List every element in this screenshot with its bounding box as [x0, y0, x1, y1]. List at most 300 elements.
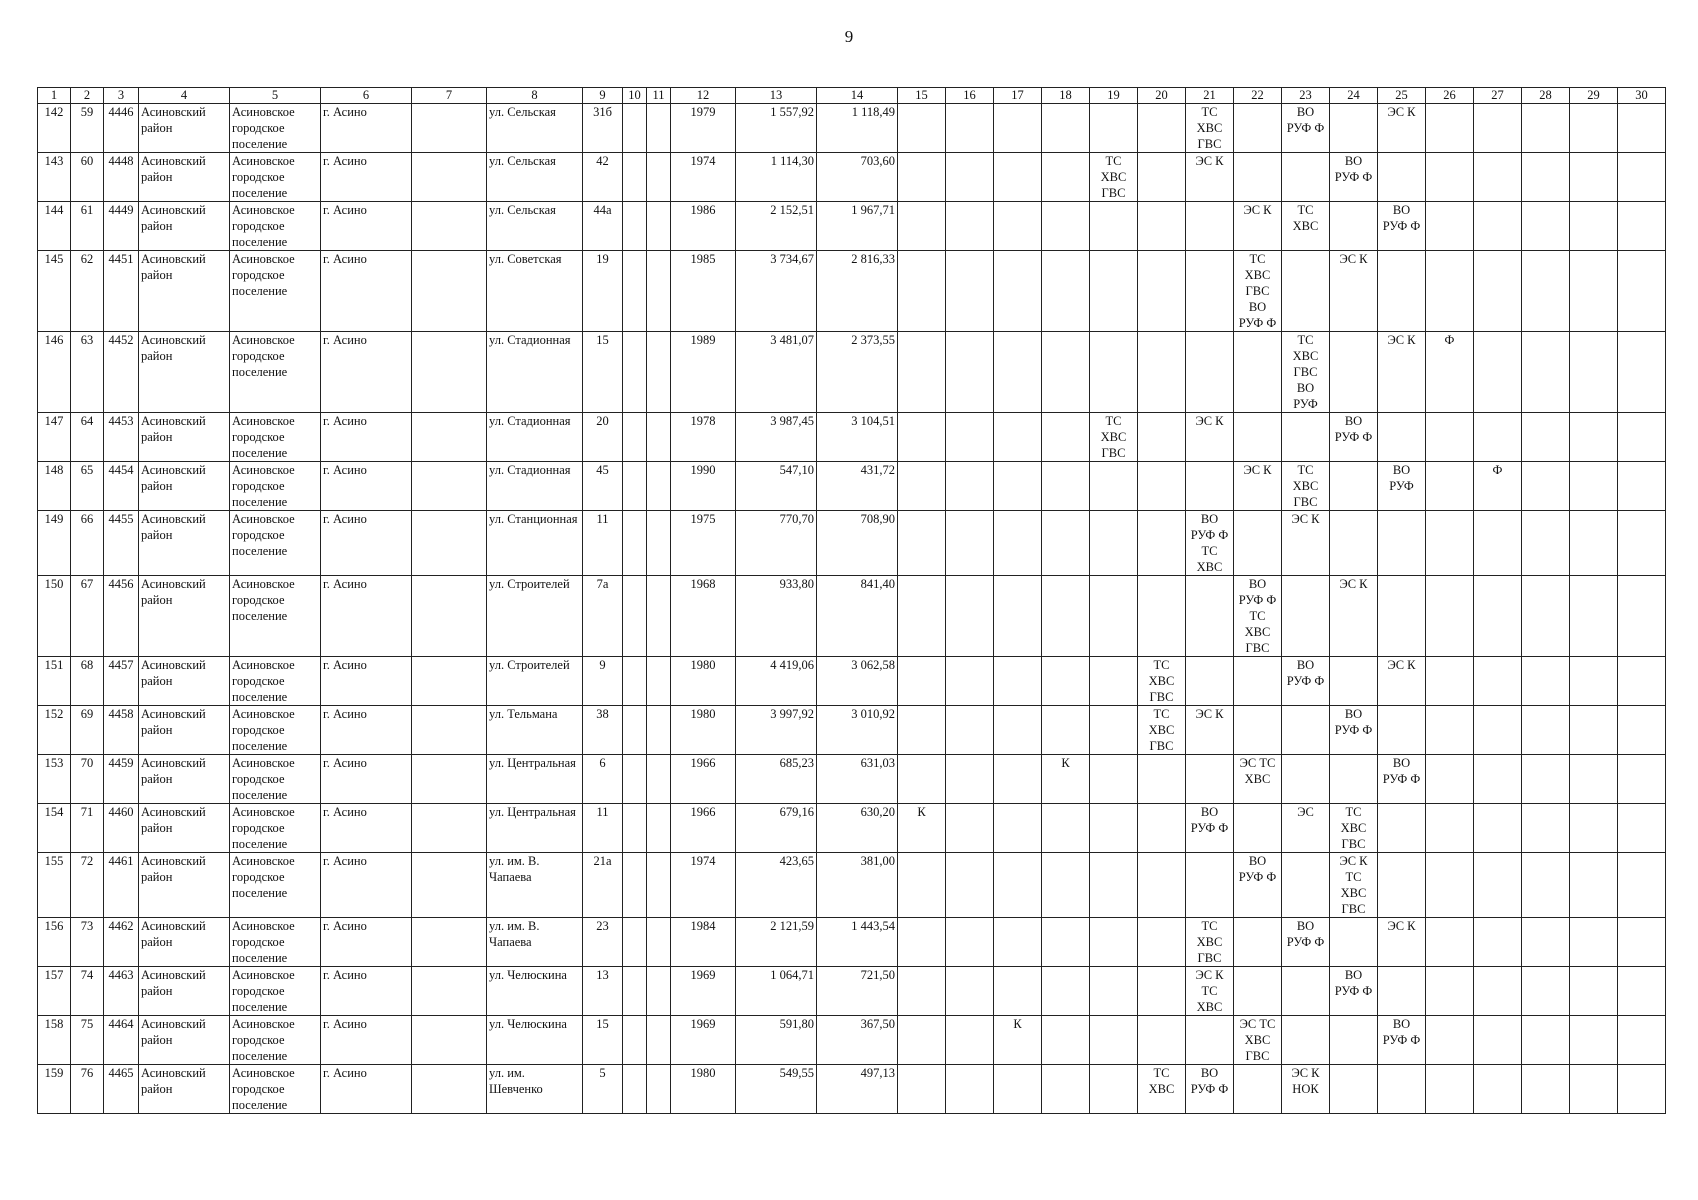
- cell-work-code-col-25: [1378, 462, 1426, 511]
- table-row: [38, 657, 1666, 706]
- cell-empty: [623, 576, 647, 657]
- cell-work-code-col-19: [1090, 657, 1138, 706]
- cell-line: Чапаева: [489, 870, 532, 884]
- cell-house-number: 42: [583, 153, 623, 202]
- header-row: [38, 88, 1666, 104]
- cell-line: ул. им. В.: [489, 919, 540, 933]
- cell-line: Асиновский: [141, 252, 206, 266]
- cell-district-number: 60: [71, 153, 104, 202]
- cell-line: РУФ Ф: [1238, 593, 1277, 607]
- cell-work-code-col-15: [898, 511, 946, 576]
- cell-line: ЭС К: [1195, 707, 1224, 721]
- cell-total-area: 1 064,71: [736, 967, 817, 1016]
- cell-work-code-col-20: [1138, 462, 1186, 511]
- cell-year: 1986: [671, 202, 736, 251]
- cell-line: район: [141, 219, 173, 233]
- cell-line: ул. им. В.: [489, 854, 540, 868]
- cell-work-code-col-15: [898, 1065, 946, 1114]
- cell-work-code-col-21: [1186, 755, 1234, 804]
- cell-line: ул. Строителей: [489, 577, 570, 591]
- cell-work-code-col-18: [1042, 1016, 1090, 1065]
- cell-settlement: [230, 332, 321, 413]
- cell-year: 1990: [671, 462, 736, 511]
- cell-locality: г. Асино: [321, 967, 412, 1016]
- column-header-24: 24: [1330, 88, 1378, 104]
- cell-line: РУФ Ф: [1334, 723, 1373, 737]
- cell-line: ул. Центральная: [489, 756, 576, 770]
- cell-work-code-col-29: [1570, 332, 1618, 413]
- cell-line: ГВС: [1341, 902, 1366, 916]
- cell-work-code-col-29: [1570, 657, 1618, 706]
- cell-work-code-col-28: [1522, 462, 1570, 511]
- cell-work-code-col-24: [1330, 967, 1378, 1016]
- cell-settlement: [230, 1065, 321, 1114]
- cell-work-code-col-17: [994, 413, 1042, 462]
- cell-empty: [623, 251, 647, 332]
- cell-work-code-col-21: [1186, 1065, 1234, 1114]
- cell-line: Асиновское: [232, 658, 295, 672]
- cell-living-area: 1 967,71: [817, 202, 898, 251]
- cell-year: 1989: [671, 332, 736, 413]
- cell-work-code-col-24: [1330, 755, 1378, 804]
- cell-living-area: 1 118,49: [817, 104, 898, 153]
- cell-settlement: [230, 755, 321, 804]
- cell-line: РУФ Ф: [1334, 984, 1373, 998]
- cell-line: ул. Стадионная: [489, 463, 571, 477]
- cell-line: ЭС К: [1387, 105, 1416, 119]
- cell-work-code-col-26: [1426, 967, 1474, 1016]
- cell-work-code-col-28: [1522, 1065, 1570, 1114]
- cell-work-code-col-26: [1426, 511, 1474, 576]
- cell-district-number: 66: [71, 511, 104, 576]
- cell-district: [139, 853, 230, 918]
- cell-line: городское: [232, 479, 285, 493]
- cell-work-code-col-25: [1378, 853, 1426, 918]
- cell-house-number: 7а: [583, 576, 623, 657]
- cell-work-code-col-30: [1618, 853, 1666, 918]
- cell-work-code-col-15: [898, 576, 946, 657]
- cell-line: ХВС: [1148, 723, 1175, 737]
- cell-work-code-col-27: [1474, 462, 1522, 511]
- column-header-10: 10: [623, 88, 647, 104]
- cell-line: ГВС: [1197, 137, 1222, 151]
- cell-line: поселение: [232, 186, 288, 200]
- cell-work-code-col-16: [946, 153, 994, 202]
- cell-line: Асиновское: [232, 577, 295, 591]
- cell-object-id: 4462: [104, 918, 139, 967]
- cell-street: [487, 706, 583, 755]
- cell-work-code-col-29: [1570, 104, 1618, 153]
- column-header-6: 6: [321, 88, 412, 104]
- cell-work-code-col-23: [1282, 576, 1330, 657]
- cell-line: ГВС: [1245, 641, 1270, 655]
- cell-work-code-col-20: [1138, 511, 1186, 576]
- cell-work-code-col-23: [1282, 853, 1330, 918]
- cell-total-area: 685,23: [736, 755, 817, 804]
- cell-year: 1980: [671, 706, 736, 755]
- cell-living-area: 721,50: [817, 967, 898, 1016]
- cell-line: городское: [232, 1082, 285, 1096]
- cell-work-code-col-28: [1522, 706, 1570, 755]
- cell-living-area: 841,40: [817, 576, 898, 657]
- cell-work-code-col-29: [1570, 576, 1618, 657]
- cell-work-code-col-30: [1618, 576, 1666, 657]
- cell-street: [487, 967, 583, 1016]
- cell-district: [139, 657, 230, 706]
- cell-work-code-col-17: [994, 153, 1042, 202]
- cell-line: РУФ Ф: [1382, 1033, 1421, 1047]
- cell-line: ТС: [1201, 984, 1218, 998]
- cell-work-code-col-23: [1282, 202, 1330, 251]
- cell-line: ЭС К: [1291, 512, 1320, 526]
- cell-empty: [412, 413, 487, 462]
- cell-line: район: [141, 593, 173, 607]
- cell-work-code-col-26: [1426, 853, 1474, 918]
- cell-district-number: 72: [71, 853, 104, 918]
- cell-empty: [647, 202, 671, 251]
- cell-total-area: 933,80: [736, 576, 817, 657]
- cell-empty: [412, 332, 487, 413]
- cell-locality: г. Асино: [321, 1016, 412, 1065]
- column-header-19: 19: [1090, 88, 1138, 104]
- cell-line: Асиновское: [232, 1066, 295, 1080]
- cell-work-code-col-28: [1522, 967, 1570, 1016]
- cell-line: Ф: [1492, 463, 1503, 477]
- cell-work-code-col-23: [1282, 804, 1330, 853]
- cell-work-code-col-18: [1042, 576, 1090, 657]
- cell-work-code-col-22: [1234, 202, 1282, 251]
- cell-work-code-col-15: [898, 413, 946, 462]
- cell-locality: г. Асино: [321, 755, 412, 804]
- cell-work-code-col-24: [1330, 576, 1378, 657]
- cell-work-code-col-20: [1138, 1016, 1186, 1065]
- cell-line: Асиновский: [141, 968, 206, 982]
- cell-work-code-col-18: [1042, 462, 1090, 511]
- cell-work-code-col-23: [1282, 104, 1330, 153]
- cell-line: ХВС: [1244, 625, 1271, 639]
- cell-work-code-col-20: [1138, 104, 1186, 153]
- column-header-13: 13: [736, 88, 817, 104]
- cell-line: городское: [232, 121, 285, 135]
- cell-work-code-col-28: [1522, 251, 1570, 332]
- cell-line: ВО: [1344, 154, 1363, 168]
- cell-empty: [623, 413, 647, 462]
- page-number: 9: [844, 27, 854, 46]
- cell-line: ХВС: [1148, 1082, 1175, 1096]
- cell-work-code-col-15: [898, 706, 946, 755]
- cell-empty: [623, 804, 647, 853]
- cell-work-code-col-27: [1474, 853, 1522, 918]
- cell-work-code-col-16: [946, 1065, 994, 1114]
- cell-work-code-col-22: [1234, 1065, 1282, 1114]
- cell-work-code-col-26: [1426, 706, 1474, 755]
- cell-work-code-col-16: [946, 202, 994, 251]
- cell-total-area: 423,65: [736, 853, 817, 918]
- cell-work-code-col-23: [1282, 511, 1330, 576]
- cell-district: [139, 804, 230, 853]
- cell-district: [139, 413, 230, 462]
- cell-work-code-col-20: [1138, 804, 1186, 853]
- cell-work-code-col-22: [1234, 104, 1282, 153]
- cell-house-number: 20: [583, 413, 623, 462]
- cell-district: [139, 202, 230, 251]
- cell-line: РУФ Ф: [1238, 870, 1277, 884]
- cell-work-code-col-23: [1282, 918, 1330, 967]
- cell-work-code-col-24: [1330, 332, 1378, 413]
- table-row: [38, 576, 1666, 657]
- cell-work-code-col-27: [1474, 153, 1522, 202]
- cell-work-code-col-25: [1378, 657, 1426, 706]
- cell-work-code-col-20: [1138, 706, 1186, 755]
- cell-year: 1980: [671, 1065, 736, 1114]
- cell-district: [139, 967, 230, 1016]
- cell-line: городское: [232, 593, 285, 607]
- cell-street: [487, 202, 583, 251]
- cell-line: РУФ Ф: [1382, 219, 1421, 233]
- cell-line: поселение: [232, 544, 288, 558]
- cell-line: Асиновское: [232, 968, 295, 982]
- cell-work-code-col-25: [1378, 1016, 1426, 1065]
- cell-line: РУФ Ф: [1190, 1082, 1229, 1096]
- cell-year: 1974: [671, 853, 736, 918]
- cell-line: ВО: [1248, 577, 1267, 591]
- cell-work-code-col-18: [1042, 104, 1090, 153]
- cell-work-code-col-21: [1186, 332, 1234, 413]
- cell-work-code-col-22: [1234, 413, 1282, 462]
- cell-line: Чапаева: [489, 935, 532, 949]
- cell-work-code-col-17: [994, 104, 1042, 153]
- cell-line: ВО: [1200, 1066, 1219, 1080]
- cell-empty: [623, 462, 647, 511]
- cell-work-code-col-30: [1618, 804, 1666, 853]
- cell-work-code-col-29: [1570, 706, 1618, 755]
- cell-year: 1980: [671, 657, 736, 706]
- cell-line: ХВС: [1196, 1000, 1223, 1014]
- cell-work-code-col-27: [1474, 706, 1522, 755]
- cell-work-code-col-27: [1474, 332, 1522, 413]
- cell-year: 1978: [671, 413, 736, 462]
- cell-work-code-col-22: [1234, 804, 1282, 853]
- cell-row-number: 153: [38, 755, 71, 804]
- cell-street: [487, 755, 583, 804]
- cell-work-code-col-15: [898, 332, 946, 413]
- cell-row-number: 142: [38, 104, 71, 153]
- cell-line: ВО: [1296, 381, 1315, 395]
- cell-street: [487, 576, 583, 657]
- cell-district-number: 65: [71, 462, 104, 511]
- cell-total-area: 1 557,92: [736, 104, 817, 153]
- cell-row-number: 145: [38, 251, 71, 332]
- cell-locality: г. Асино: [321, 853, 412, 918]
- cell-total-area: 770,70: [736, 511, 817, 576]
- cell-work-code-col-26: [1426, 755, 1474, 804]
- cell-line: ВО: [1392, 1017, 1411, 1031]
- table-row: [38, 251, 1666, 332]
- cell-street: [487, 153, 583, 202]
- cell-work-code-col-26: [1426, 332, 1474, 413]
- cell-work-code-col-28: [1522, 755, 1570, 804]
- cell-work-code-col-19: [1090, 706, 1138, 755]
- cell-line: Асиновский: [141, 463, 206, 477]
- cell-line: ГВС: [1341, 837, 1366, 851]
- cell-line: ЭС К: [1243, 203, 1272, 217]
- cell-work-code-col-29: [1570, 1065, 1618, 1114]
- cell-work-code-col-26: [1426, 251, 1474, 332]
- cell-line: район: [141, 170, 173, 184]
- cell-work-code-col-16: [946, 1016, 994, 1065]
- cell-living-area: 431,72: [817, 462, 898, 511]
- cell-settlement: [230, 251, 321, 332]
- cell-line: Асиновское: [232, 1017, 295, 1031]
- cell-line: К: [1061, 756, 1070, 770]
- cell-work-code-col-29: [1570, 853, 1618, 918]
- cell-work-code-col-26: [1426, 804, 1474, 853]
- cell-line: ул. Тельмана: [489, 707, 558, 721]
- cell-district-number: 67: [71, 576, 104, 657]
- cell-line: район: [141, 268, 173, 282]
- cell-work-code-col-27: [1474, 967, 1522, 1016]
- cell-work-code-col-25: [1378, 104, 1426, 153]
- cell-work-code-col-17: [994, 511, 1042, 576]
- cell-work-code-col-22: [1234, 967, 1282, 1016]
- cell-settlement: [230, 1016, 321, 1065]
- column-header-9: 9: [583, 88, 623, 104]
- cell-line: Асиновский: [141, 154, 206, 168]
- cell-work-code-col-15: [898, 657, 946, 706]
- cell-settlement: [230, 706, 321, 755]
- cell-living-area: 3 062,58: [817, 657, 898, 706]
- cell-line: ТС: [1249, 609, 1266, 623]
- cell-work-code-col-20: [1138, 576, 1186, 657]
- cell-line: Асиновский: [141, 203, 206, 217]
- cell-work-code-col-23: [1282, 706, 1330, 755]
- cell-work-code-col-25: [1378, 511, 1426, 576]
- cell-line: ВО: [1248, 854, 1267, 868]
- cell-work-code-col-30: [1618, 202, 1666, 251]
- cell-work-code-col-19: [1090, 1016, 1138, 1065]
- cell-work-code-col-22: [1234, 462, 1282, 511]
- cell-object-id: 4453: [104, 413, 139, 462]
- cell-work-code-col-17: [994, 804, 1042, 853]
- cell-settlement: [230, 511, 321, 576]
- cell-work-code-col-21: [1186, 657, 1234, 706]
- cell-line: городское: [232, 870, 285, 884]
- table-row: [38, 462, 1666, 511]
- cell-line: Асиновское: [232, 203, 295, 217]
- cell-district-number: 59: [71, 104, 104, 153]
- cell-line: ХВС: [1292, 219, 1319, 233]
- cell-work-code-col-15: [898, 853, 946, 918]
- cell-line: ВО: [1296, 919, 1315, 933]
- cell-work-code-col-21: [1186, 804, 1234, 853]
- cell-empty: [623, 967, 647, 1016]
- cell-line: поселение: [232, 446, 288, 460]
- cell-row-number: 156: [38, 918, 71, 967]
- cell-work-code-col-26: [1426, 153, 1474, 202]
- cell-line: ХВС: [1244, 268, 1271, 282]
- cell-work-code-col-20: [1138, 853, 1186, 918]
- cell-total-area: 679,16: [736, 804, 817, 853]
- cell-line: Асиновский: [141, 658, 206, 672]
- cell-locality: г. Асино: [321, 104, 412, 153]
- cell-empty: [647, 1065, 671, 1114]
- cell-locality: г. Асино: [321, 706, 412, 755]
- cell-work-code-col-15: [898, 755, 946, 804]
- cell-line: поселение: [232, 739, 288, 753]
- cell-district: [139, 332, 230, 413]
- column-header-26: 26: [1426, 88, 1474, 104]
- cell-line: РУФ Ф: [1334, 430, 1373, 444]
- cell-work-code-col-21: [1186, 967, 1234, 1016]
- cell-work-code-col-30: [1618, 153, 1666, 202]
- cell-work-code-col-24: [1330, 1065, 1378, 1114]
- cell-line: поселение: [232, 1098, 288, 1112]
- cell-work-code-col-29: [1570, 511, 1618, 576]
- cell-work-code-col-17: [994, 657, 1042, 706]
- cell-line: РУФ Ф: [1238, 316, 1277, 330]
- column-header-15: 15: [898, 88, 946, 104]
- cell-line: ЭС К: [1387, 658, 1416, 672]
- cell-empty: [412, 462, 487, 511]
- cell-empty: [623, 755, 647, 804]
- cell-line: поселение: [232, 1000, 288, 1014]
- cell-empty: [623, 332, 647, 413]
- cell-work-code-col-20: [1138, 1065, 1186, 1114]
- cell-line: ГВС: [1101, 186, 1126, 200]
- cell-work-code-col-20: [1138, 967, 1186, 1016]
- cell-line: ул. Советская: [489, 252, 562, 266]
- table-row: [38, 202, 1666, 251]
- cell-work-code-col-21: [1186, 576, 1234, 657]
- cell-work-code-col-18: [1042, 657, 1090, 706]
- cell-house-number: 31б: [583, 104, 623, 153]
- cell-empty: [412, 657, 487, 706]
- cell-total-area: 3 734,67: [736, 251, 817, 332]
- cell-living-area: 708,90: [817, 511, 898, 576]
- cell-line: поселение: [232, 1049, 288, 1063]
- cell-line: поселение: [232, 495, 288, 509]
- cell-line: Асиновский: [141, 919, 206, 933]
- cell-work-code-col-15: [898, 967, 946, 1016]
- cell-work-code-col-21: [1186, 104, 1234, 153]
- cell-row-number: 151: [38, 657, 71, 706]
- cell-line: район: [141, 479, 173, 493]
- cell-line: Асиновское: [232, 105, 295, 119]
- cell-work-code-col-18: [1042, 918, 1090, 967]
- cell-empty: [647, 462, 671, 511]
- cell-line: район: [141, 772, 173, 786]
- cell-line: ХВС: [1196, 121, 1223, 135]
- cell-work-code-col-18: [1042, 251, 1090, 332]
- cell-line: поселение: [232, 235, 288, 249]
- cell-work-code-col-26: [1426, 1016, 1474, 1065]
- cell-line: район: [141, 870, 173, 884]
- cell-line: ЭС ТС: [1239, 1017, 1276, 1031]
- cell-line: Шевченко: [489, 1082, 543, 1096]
- cell-street: [487, 657, 583, 706]
- column-header-30: 30: [1618, 88, 1666, 104]
- cell-work-code-col-29: [1570, 1016, 1618, 1065]
- cell-living-area: 367,50: [817, 1016, 898, 1065]
- cell-work-code-col-18: [1042, 853, 1090, 918]
- cell-empty: [412, 511, 487, 576]
- cell-work-code-col-30: [1618, 251, 1666, 332]
- table-row: [38, 755, 1666, 804]
- cell-line: ХВС: [1244, 772, 1271, 786]
- cell-work-code-col-30: [1618, 462, 1666, 511]
- cell-locality: г. Асино: [321, 1065, 412, 1114]
- cell-line: ТС: [1153, 1066, 1170, 1080]
